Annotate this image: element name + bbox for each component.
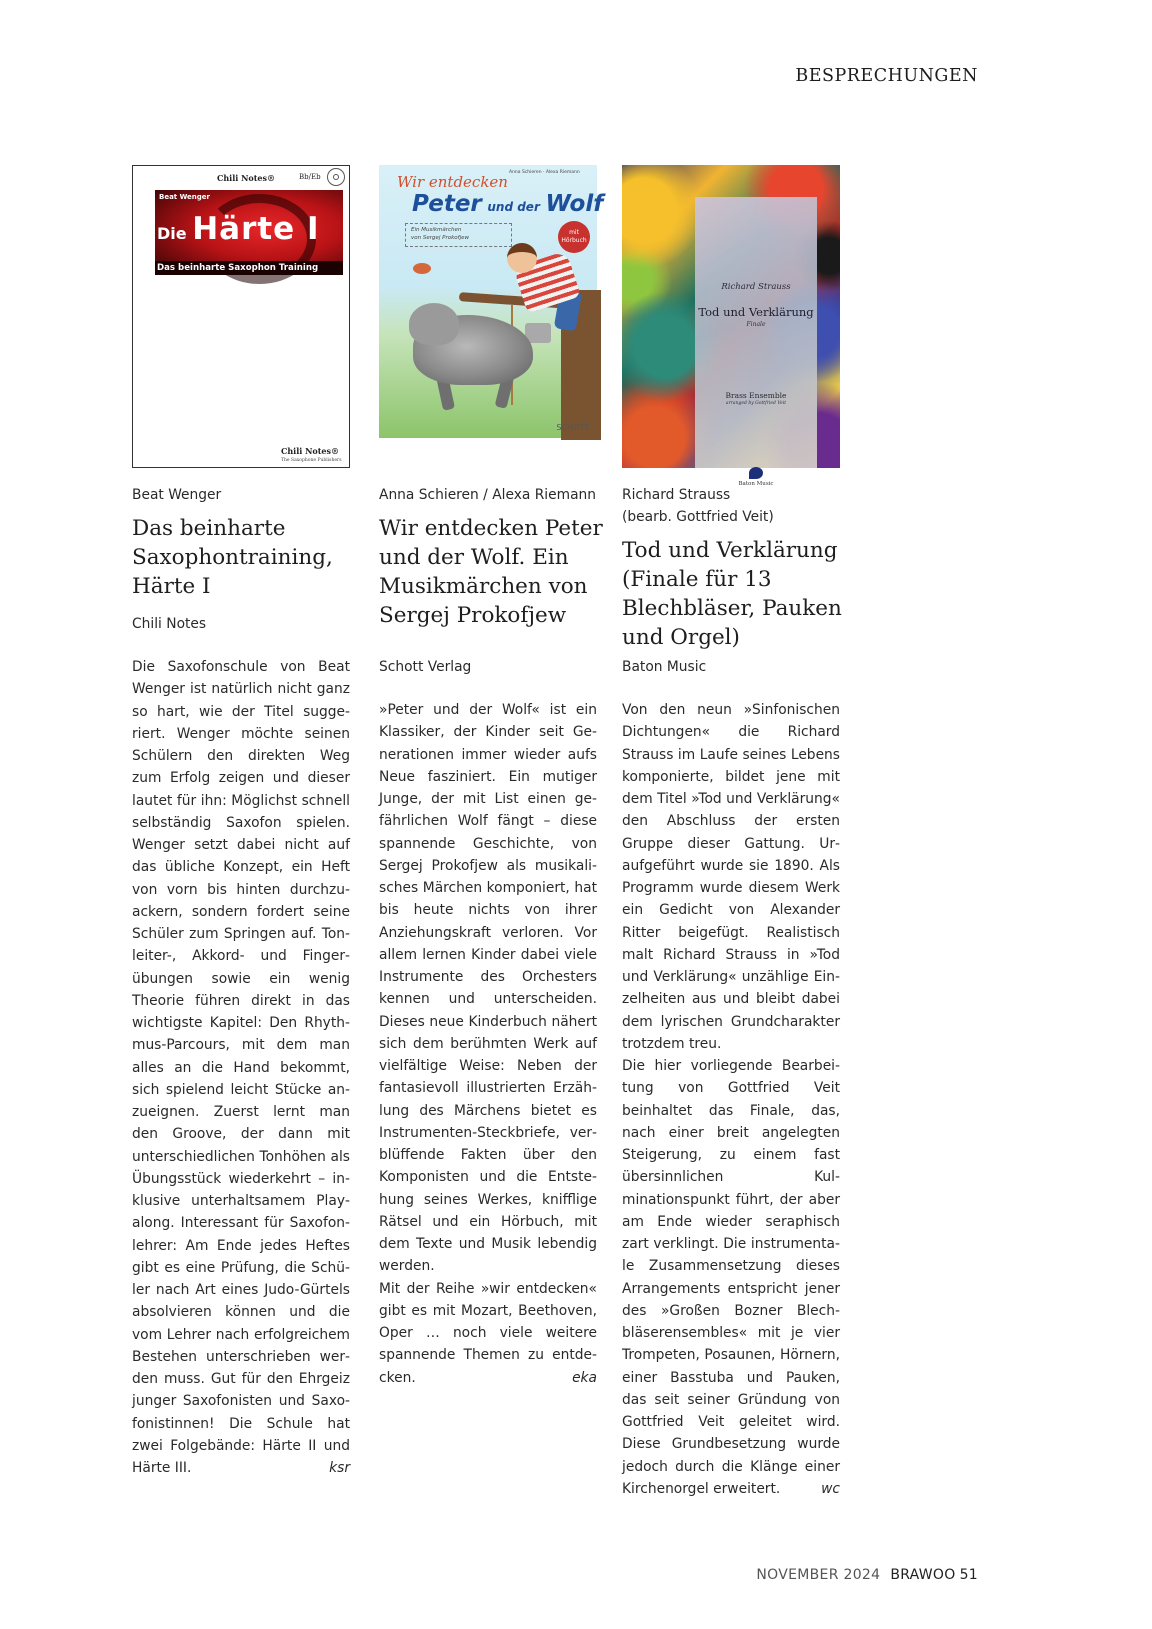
baton-logo-icon <box>749 467 763 479</box>
cover-sub: Finale <box>746 321 766 328</box>
cover-composer: Richard Strauss <box>721 282 791 292</box>
reviewer-initials: wc <box>821 1481 840 1497</box>
reviewer-initials: ksr <box>329 1460 350 1477</box>
review-body: »Peter und der Wolf« ist ein Klassiker, der Kinder seit Generationen immer wieder aufs Neue fasziniert. Ein mutiger Junge, der mit List einen gefährlichen Wolf fängt – diese spannende Geschichte, von Sergej Prokofjew als musikalisches Märchen komponiert, hat bis heute nichts von ihrer Anziehungskraft verloren. Vor allem lernen Kinder dabei viele Instrumente des Orchesters kennen und unterscheiden. Dieses neue Kinderbuch nähert sich dem berühmten Werk auf vielfältige Weise: Neben der fantasievoll illustrierten Erzählung des Märchens bietet es Instrumenten-Steckbriefe, verblüffende Fakten über den Komponisten und die Entstehung seines Werkes, knifflige Rätsel und ein Hörbuch, mit dem Texte und Musik lebendig werden. Mit der Reihe »wir entdecken« gibt es mit Mozart, Beethoven, Oper … noch viele weitere spannende Themen zu entdecken. eka <box>379 699 597 1389</box>
cover-ensemble: Brass Ensemble <box>725 391 787 400</box>
cover-badge: mit Hörbuch <box>558 221 590 253</box>
review-author: Richard Strauss <box>622 487 731 503</box>
review-title: Wir entdecken Peter und der Wolf. Ein Musikmärchen von Sergej Prokofjew <box>379 516 603 628</box>
section-label: BESPRECHUNGEN <box>795 66 978 86</box>
review-title: Tod und Verklärung (Finale für 13 Blechbläser, Pauken und Orgel) <box>622 538 842 650</box>
cover-author: Beat Wenger <box>159 193 211 201</box>
cover-clef: Bb/Eb <box>299 173 321 181</box>
cover-red-band <box>155 190 343 275</box>
cover-title: Die Härte I <box>157 211 320 247</box>
review-publisher: Baton Music <box>622 659 707 675</box>
review-body: Von den neun »Sinfonischen Dichtungen« die Richard Strauss im Laufe seines Lebens komponierte, bildet jene mit dem Titel »Tod und Verklärung« den Abschluss der ersten Gruppe dieser Gattung. Uraufgeführt wurde sie 1890. Als Programm wurde diesem Werk ein Gedicht von Alexander Ritter beigefügt. Realistisch malt Richard Strauss in »Tod und Verklärung« unzählige Einzelheiten aus und bleibt dabei dem lyrischen Grundcharakter trotzdem treu. Die hier vorliegende Bearbeitung von Gottfried Veit beinhaltet das Finale, das, nach einer breit angelegten Steigerung, zu einem fast übersinnlichen Kulminationspunkt führt, der aber am Ende wieder seraphisch zart verklingt. Die instrumentale Zusammensetzung dieses Arrangements entspricht jener des »Großen Bozner Blechbläserensembles« mit je vier Trompeten, Posaunen, Hörnern, einer Basstuba und Pauken, das seit seiner Gründung von Gottfried Veit geleitet wird. Diese Grundbesetzung wurde jedoch durch die Klänge einer Kirchenorgel erweitert. wc <box>622 699 840 1500</box>
cover-publisher: Baton Music <box>738 481 774 487</box>
review-body: Die Saxofonschule von Beat Wenger ist natürlich nicht ganz so hart, wie der Titel suggeriert. Wenger möchte seinen Schülern den direkten Weg zum Erfolg zeigen und dieser lautet für ihn: Möglichst schnell selbständig Saxofon spielen. Wenger setzt dabei nicht auf das übliche Konzept, ein Heft von vorn bis hinten durchzuackern, sondern fordert seine Schüler zum Springen auf. Tonleiter-, Akkord- und Fingerübungen sowie ein wenig Theorie führen direkt in das wichtigste Kapitel: Den Rhythmus-Parcours, mit dem man alles an die Hand bekommt, sich spielend leicht Stücke anzueignen. Zuerst lernt man den Groove, der dann mit unterschiedlichen Tonhöhen als Übungsstück wiederkehrt – inklusive unterhaltsamem Playalong. Interessant für Saxofonlehrer: Am Ende jedes Heftes gibt es eine Prüfung, die Schüler nach Art eines Judo-Gürtels absolvieren können und die vom Lehrer nach erfolgreichem Bestehen unterschrieben werden muss. Gut für den Ehrgeiz junger Saxofonisten und Saxofonistinnen! Die Schule hat zwei Folgebände: Härte II und Härte III. ksr <box>132 656 350 1480</box>
cover-brand: Chili Notes® <box>217 173 276 183</box>
cover-series: Wir entdecken <box>397 173 508 191</box>
footer-issue: NOVEMBER 2024 <box>756 1567 881 1583</box>
page-footer <box>756 1567 978 1583</box>
wolf-head-illustration <box>409 303 459 345</box>
page-number: 51 <box>959 1567 978 1583</box>
cover-footer-tag: The Saxophone Publishers <box>281 458 342 463</box>
cover-names: Anna Schieren · Alexa Riemann <box>509 170 580 175</box>
cover-subtitle-box: Ein Musikmärchen von Sergej Prokofjew <box>405 223 512 247</box>
book-cover-peter-wolf <box>379 165 604 438</box>
review-author: Anna Schieren / Alexa Riemann <box>379 487 597 503</box>
cover-arranger: arranged by Gottfried Veit <box>725 401 787 406</box>
book-cover-tod-verklaerung <box>622 165 840 487</box>
cover-title: Peter und der Wolf <box>412 191 604 217</box>
review-author: Beat Wenger <box>132 487 222 503</box>
boy-head-illustration <box>507 243 537 273</box>
reviewer-initials: eka <box>572 1369 597 1386</box>
bird-illustration <box>413 263 431 274</box>
review-publisher: Chili Notes <box>132 616 207 632</box>
cd-icon <box>327 168 345 186</box>
cover-publisher: SCHOTT <box>556 423 589 432</box>
cover-subtitle: Das beinharte Saxophon Training <box>155 261 343 275</box>
cover-panel <box>695 197 817 487</box>
review-publisher: Schott Verlag <box>379 659 472 675</box>
cover-title: Tod und Verklärung <box>698 305 814 319</box>
footer-brand: BRAWOO <box>890 1567 956 1583</box>
review-arranger: (bearb. Gottfried Veit) <box>622 509 774 525</box>
review-title: Das beinharte Saxophontraining, Härte I <box>132 516 333 599</box>
book-cover-haerte <box>132 165 350 468</box>
cover-footer-brand: Chili Notes® <box>281 446 340 456</box>
